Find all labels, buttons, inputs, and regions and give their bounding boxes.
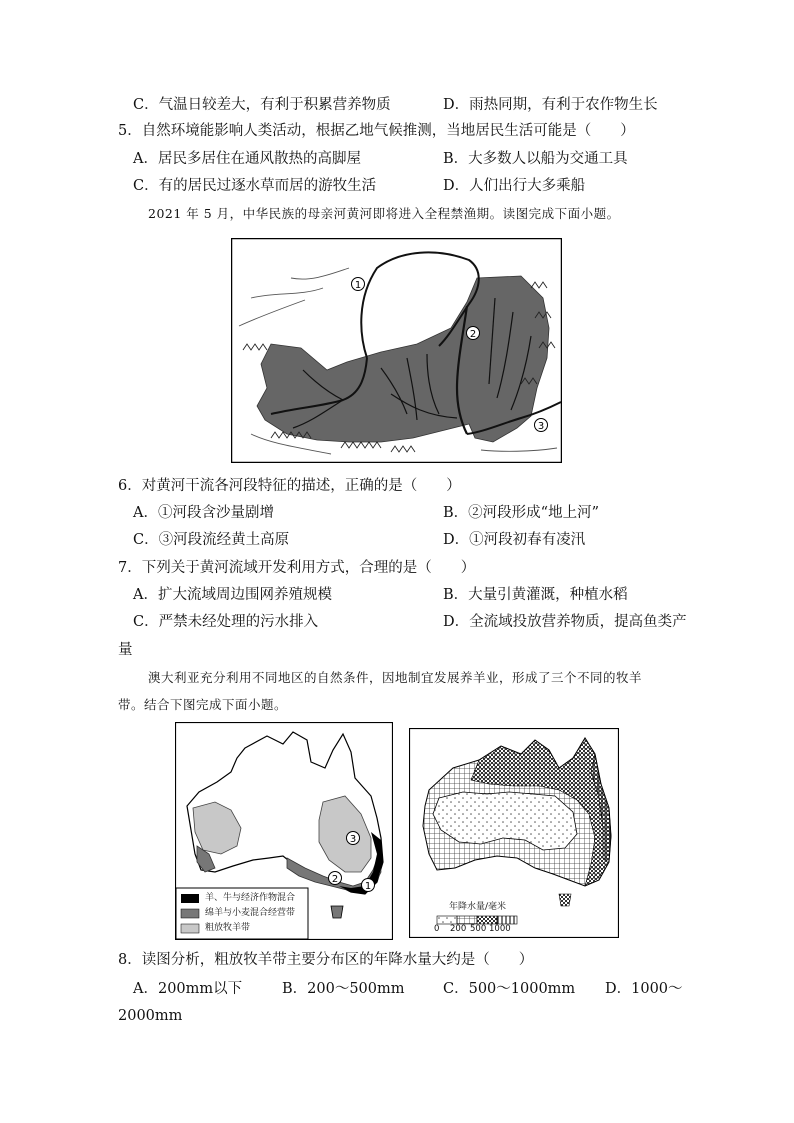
svg-text:3: 3 (349, 834, 357, 845)
svg-text:2: 2 (331, 874, 339, 885)
australia-intro-line2: 带。结合下图完成下面小题。 (118, 697, 288, 712)
tasmania (331, 906, 343, 918)
map-label-1 (352, 278, 365, 292)
q8-option-a: A．200mm以下 (133, 981, 243, 997)
yellow-river-intro: 2021 年 5 月，中华民族的母亲河黄河即将进入全程禁渔期。读图完成下面小题。 (148, 206, 620, 221)
rainfall-legend-0-200 (437, 916, 457, 924)
q5-option-a: A．居民多居住在通风散热的高脚屋 (133, 151, 361, 167)
rainfall-legend-200-500 (457, 916, 477, 924)
rainfall-tick-0: 0 (434, 924, 440, 934)
q8-stem: 8．读图分析，粗放牧羊带主要分布区的年降水量大约是（ ） (118, 952, 534, 968)
legend-label-wheat-sheep: 绵羊与小麦混合经营带 (205, 908, 296, 918)
q7-stem: 7．下列关于黄河流域开发利用方式，合理的是（ ） (118, 560, 476, 576)
q7-option-d-line2: 量 (118, 642, 133, 658)
q5-option-b: B．大多数人以船为交通工具 (443, 151, 628, 167)
australia-intro-line1: 澳大利亚充分利用不同地区的自然条件，因地制宜发展养羊业，形成了三个不同的牧羊 (148, 670, 643, 685)
q6-option-d: D．①河段初春有凌汛 (443, 532, 586, 548)
legend-label-mixed: 羊、牛与经济作物混合 (205, 893, 296, 903)
q8-option-c: C．500～1000mm (443, 981, 576, 997)
legend-swatch-pastoral (181, 924, 199, 933)
rainfall-legend-title: 年降水量/毫米 (449, 902, 507, 912)
q8-option-d-line2: 2000mm (118, 1008, 183, 1024)
legend-swatch-wheat-sheep (181, 909, 199, 918)
australia-sheep-belt-map (175, 722, 393, 940)
svg-text:1: 1 (364, 881, 372, 892)
rainfall-tick-1000: 1000 (489, 924, 511, 934)
rainfall-tick-200: 200 (450, 924, 467, 934)
rainfall-tick-500: 500 (470, 924, 487, 934)
legend-label-pastoral: 粗放牧羊带 (205, 923, 251, 933)
q7-option-b: B．大量引黄灌溉，种植水稻 (443, 587, 628, 603)
yellow-river-map (231, 238, 562, 463)
belt-label-2 (329, 872, 342, 886)
q5-stem: 5．自然环境能影响人类活动，根据乙地气候推测，当地居民生活可能是（ ） (118, 123, 635, 139)
q6-option-c: C．③河段流经黄土高原 (133, 532, 290, 548)
rainfall-legend-500-1000 (477, 916, 497, 924)
q6-option-a: A．①河段含沙量剧增 (133, 505, 274, 521)
australia-rainfall-map (409, 728, 619, 938)
q5-option-d: D．人们出行大多乘船 (443, 178, 586, 194)
svg-text:1: 1 (354, 280, 362, 291)
rainfall-tasmania (559, 894, 571, 906)
q6-option-b: B．②河段形成“地上河” (443, 505, 599, 521)
svg-text:3: 3 (537, 421, 545, 432)
map-label-2 (467, 327, 480, 341)
q7-option-c: C．严禁未经处理的污水排入 (133, 614, 319, 630)
q7-option-d-line1: D．全流域投放营养物质，提高鱼类产 (443, 614, 687, 630)
q6-stem: 6．对黄河干流各河段特征的描述，正确的是（ ） (118, 478, 461, 494)
q4-option-c: C．气温日较差大，有利于积累营养物质 (133, 97, 391, 113)
q5-option-c: C．有的居民过逐水草而居的游牧生活 (133, 178, 377, 194)
map-label-3 (535, 419, 548, 433)
legend-swatch-mixed (181, 894, 199, 903)
q8-option-d-line1: D．1000～ (605, 981, 683, 997)
q4-option-d: D．雨热同期，有利于农作物生长 (443, 97, 658, 113)
belt-label-3 (347, 832, 360, 846)
q7-option-a: A．扩大流域周边围网养殖规模 (133, 587, 332, 603)
q8-option-b: B．200～500mm (282, 981, 405, 997)
belt-label-1 (362, 879, 375, 893)
rainfall-legend-1000-plus (497, 916, 517, 924)
svg-text:2: 2 (469, 329, 477, 340)
